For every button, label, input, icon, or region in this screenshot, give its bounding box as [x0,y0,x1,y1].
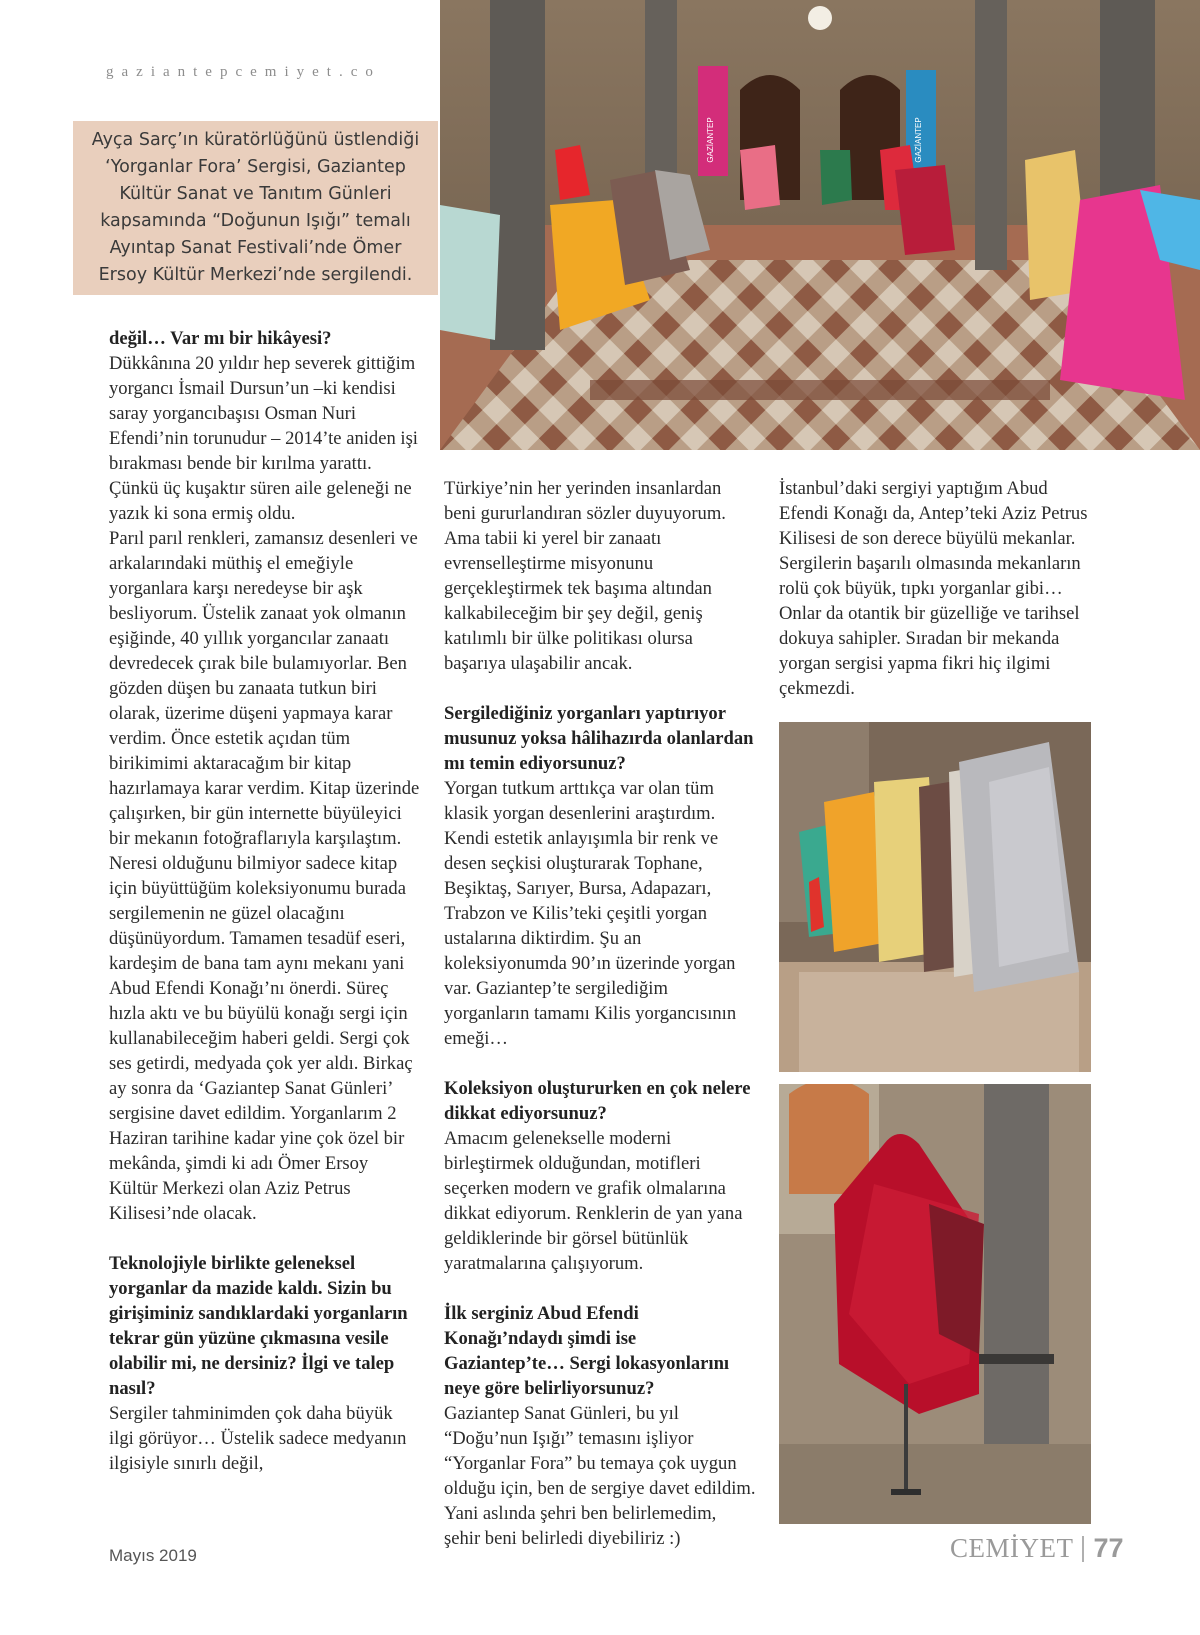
text-column-2 [444,476,756,1551]
magazine-name: CEMİYET [950,1533,1074,1563]
interview-question: Koleksiyon oluştururken en çok nelere dikkat ediyorsunuz? [444,1078,751,1124]
footer-divider [1082,1536,1084,1562]
body-paragraph: Parıl parıl renkleri, zamansız desenleri ve arkalarındaki müthiş el emeğiyle yorganlara karşı neredeyse bir aşk besliyorum. Üstelik zanaat yok olmanın eşiğinde, 40 yıllık yorgancılar zanaatı devredecek çırak bile bulamıyorlar. Ben gözden düşen bu zanaata tutkun biri olarak, üzerime düşeni yapmaya karar verdim. Önce estetik açıdan tüm birikimimi aktaracağım bir kitap hazırlamaya karar verdim. Kitap üzerinde çalışırken, bir gün internette büyüleyici bir mekanın fotoğraflarıyla karşılaştım. Neresi olduğunu bilmiyor sadece kitap için büyüttüğüm koleksiyonumu burada sergilemenin ne güzel olacağını düşünüyordum. Tamamen tesadüf eseri, kardeşim de bana tam aynı mekanı yani Abud Efendi Konağı’nı önerdi. Süreç hızla aktı ve bu büyülü konağı sergi için kullanabileceğim haberi geldi. Sergi çok ses getirdi, medyada çok yer aldı. Birkaç ay sonra da ‘Gaziantep Sanat Günleri’ sergisine davet edildim. Yorganlarım 2 Haziran tarihine kadar yine çok özel bir mekânda, şimdi ki adı Ömer Ersoy Kültür Merkezi olan Aziz Petrus Kilisesi’nde olacak. [109,528,420,1224]
photo-caption: Ayça Sarç’ın küratörlüğünü üstlendiği ‘Yorganlar Fora’ Sergisi, Gaziantep Kültür Sanat ve Tanıtım Günleri kapsamında “Doğunun Işığı” temalı Ayıntap Sanat Festivali’nde Ömer Ersoy Kültür Merkezi’nde sergilendi. [73,121,438,295]
interview-question: İlk serginiz Abud Efendi Konağı’ndaydı şimdi ise Gaziantep’te… Sergi lokasyonlarını neye göre belirliyorsunuz? [444,1303,730,1399]
footer-brand [950,1533,1124,1564]
banner-text-left: GAZİANTEP [706,117,715,163]
interview-question: Sergilediğiniz yorganları yaptırıyor musunuz yoksa hâlihazırda olanlardan mı temin ediyorsunuz? [444,703,754,774]
red-quilt-photo [779,1084,1091,1524]
page-number: 77 [1093,1533,1124,1563]
body-paragraph: Amacım gelenekselle moderni birleştirmek olduğundan, motifleri seçerken modern ve grafik olmalarına dikkat ediyorum. Renklerin de yan yana geldiklerinde bir görsel bütünlük yaratmalarına çalışıyorum. [444,1128,743,1274]
paragraph-gap [444,676,756,701]
banner-text-right: GAZİANTEP [914,117,923,163]
text-column-3 [779,476,1091,701]
quilts-photo [779,722,1091,1072]
body-paragraph: Yorgan tutkum arttıkça var olan tüm klasik yorgan desenlerini araştırdım. Kendi estetik anlayışımla bir renk ve desen seçkisi oluşturarak Tophane, Beşiktaş, Sarıyer, Bursa, Adapazarı, Trabzon ve Kilis’teki çeşitli yorgan ustalarına diktirdim. Şu an koleksiyonumda 90’ın üzerinde yorgan var. Gaziantep’te sergilediğim yorganların tamamı Kilis yorgancısının emeği… [444,778,737,1049]
body-paragraph: Türkiye’nin her yerinden insanlardan beni gururlandıran sözler duyuyorum. Ama tabii ki yerel bir zanaatı evrenselleştirme misyonunu gerçekleştirmek tek başıma altından kalkabileceğim bir şey değil, geniş katılımlı bir ülke politikası olursa başarıya ulaşabilir ancak. [444,478,726,674]
interview-question: değil… Var mı bir hikâyesi? [109,328,332,349]
issue-date: Mayıs 2019 [109,1546,197,1565]
interview-question: Teknolojiyle birlikte geleneksel yorganlar da mazide kaldı. Sizin bu girişiminiz sandıklardaki yorganların tekrar gün yüzüne çıkmasına vesile olabilir mi, ne dersiniz? İlgi ve talep nasıl? [109,1253,408,1399]
exhibition-hall-photo [440,0,1200,450]
body-paragraph: İstanbul’daki sergiyi yaptığım Abud Efendi Konağı da, Antep’teki Aziz Petrus Kilisesi de son derece büyülü mekanlar. Sergilerin başarılı olmasında mekanların rolü çok büyük, tıpkı yorganlar gibi… Onlar da otantik bir güzelliğe ve tarihsel dokuya sahipler. Sıradan bir mekanda yorgan sergisi yapma fikri hiç ilgimi çekmezdi. [779,478,1088,699]
paragraph-gap [444,1276,756,1301]
body-paragraph: Sergiler tahminimden çok daha büyük ilgi görüyor… Üstelik sadece medyanın ilgisiyle sınırlı değil, [109,1403,407,1474]
paragraph-gap [444,1051,756,1076]
body-paragraph: Dükkânına 20 yıldır hep severek gittiğim yorgancı İsmail Dursun’un –ki kendisi saray yorgancıbaşısı Osman Nuri Efendi’nin torunudur – 2014’te aniden işi bırakması bende bir kırılma yarattı. Çünkü üç kuşaktır süren aile geleneği ne yazık ki sona ermiş oldu. [109,353,418,524]
body-paragraph: Gaziantep Sanat Günleri, bu yıl “Doğu’nun Işığı” temasını işliyor “Yorganlar Fora” bu temaya çok uygun olduğu için, ben de sergiye davet edildim. Yani aslında şehri ben belirlemedim, şehir beni belirledi diyebiliriz :) [444,1403,756,1549]
site-url: gaziantepcemiyet.co [106,64,381,80]
paragraph-gap [109,1226,421,1251]
text-column-1 [109,326,421,1476]
